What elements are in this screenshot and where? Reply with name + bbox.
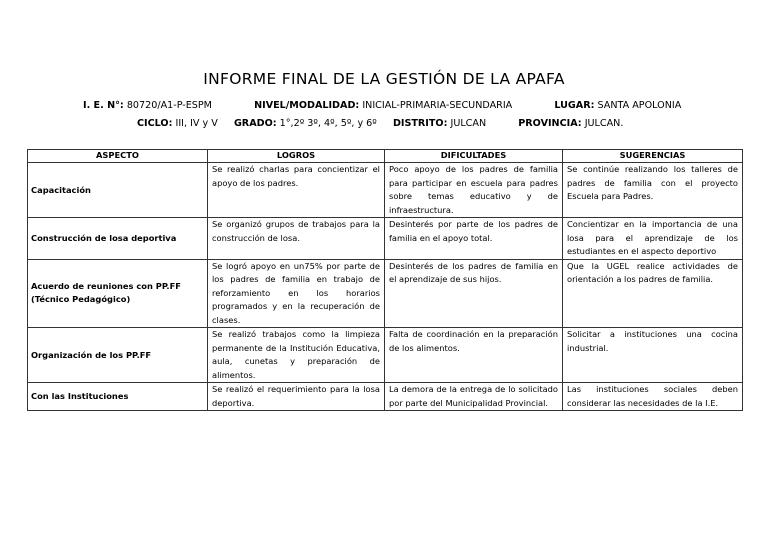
provincia-label: PROVINCIA: bbox=[518, 118, 582, 129]
cell-dificultades: La demora de la entrega de lo solicitado por parte del Municipalidad Provincial. bbox=[385, 383, 563, 411]
cell-aspecto: Construcción de losa deportiva bbox=[28, 218, 208, 260]
cell-aspecto: Acuerdo de reuniones con PP.FF (Técnico Pedagógico) bbox=[28, 259, 208, 328]
header-aspecto: ASPECTO bbox=[28, 150, 208, 163]
cell-sugerencias: Que la UGEL realice actividades de orientación a los padres de familia. bbox=[563, 259, 743, 328]
cell-logros: Se realizó trabajos como la limpieza permanente de la Institución Educativa, aula, cunetas y preparación de alimentos. bbox=[208, 328, 385, 383]
info-line-2 bbox=[137, 118, 623, 129]
distrito-value: JULCAN bbox=[450, 118, 487, 129]
ie-label: I. E. N°: bbox=[83, 100, 124, 111]
header-dificultades: DIFICULTADES bbox=[385, 150, 563, 163]
cell-sugerencias: Se continúe realizando los talleres de padres de familia con el proyecto Escuela para Padres. bbox=[563, 163, 743, 218]
ciclo-value: III, IV y V bbox=[175, 118, 218, 129]
provincia-value: JULCAN. bbox=[584, 118, 624, 129]
header-sugerencias: SUGERENCIAS bbox=[563, 150, 743, 163]
cell-sugerencias: Solicitar a instituciones una cocina industrial. bbox=[563, 328, 743, 383]
lugar-value: SANTA APOLONIA bbox=[597, 100, 682, 111]
cell-sugerencias: Las instituciones sociales deben considerar las necesidades de la I.E. bbox=[563, 383, 743, 411]
lugar-label: LUGAR: bbox=[554, 100, 595, 111]
grado-value: 1°,2º 3º, 4º, 5º, y 6º bbox=[279, 118, 377, 129]
table-row bbox=[28, 328, 743, 383]
grado-label: GRADO: bbox=[233, 118, 277, 129]
cell-logros: Se realizó el requerimiento para la losa deportiva. bbox=[208, 383, 385, 411]
cell-dificultades: Falta de coordinación en la preparación de los alimentos. bbox=[385, 328, 563, 383]
nivel-label: NIVEL/MODALIDAD: bbox=[254, 100, 360, 111]
cell-aspecto: Con las Instituciones bbox=[28, 383, 208, 411]
cell-dificultades: Desinterés de los padres de familia en el aprendizaje de sus hijos. bbox=[385, 259, 563, 328]
ciclo-label: CICLO: bbox=[137, 118, 173, 129]
document-title: INFORME FINAL DE LA GESTIÓN DE LA APAFA bbox=[203, 70, 565, 88]
cell-aspecto: Organización de los PP.FF bbox=[28, 328, 208, 383]
table-row bbox=[28, 163, 743, 218]
cell-logros: Se realizó charlas para concientizar el apoyo de los padres. bbox=[208, 163, 385, 218]
cell-aspecto: Capacitación bbox=[28, 163, 208, 218]
cell-sugerencias: Concientizar en la importancia de una losa para el aprendizaje de los estudiantes en el aspecto deportivo bbox=[563, 218, 743, 260]
report-table bbox=[27, 149, 743, 411]
cell-dificultades: Desinterés por parte de los padres de familia en el apoyo total. bbox=[385, 218, 563, 260]
ie-value: 80720/A1-P-ESPM bbox=[126, 100, 212, 111]
table-row bbox=[28, 218, 743, 260]
header-logros: LOGROS bbox=[208, 150, 385, 163]
info-line-1 bbox=[83, 100, 681, 111]
cell-logros: Se organizó grupos de trabajos para la construcción de losa. bbox=[208, 218, 385, 260]
distrito-label: DISTRITO: bbox=[392, 118, 448, 129]
nivel-value: INICIAL-PRIMARIA-SECUNDARIA bbox=[362, 100, 513, 111]
table-row bbox=[28, 259, 743, 328]
cell-logros: Se logró apoyo en un75% por parte de los padres de familia en trabajo de reforzamiento en los horarios programados y en la recuperación de clases. bbox=[208, 259, 385, 328]
table-header-row bbox=[28, 150, 743, 163]
table-row bbox=[28, 383, 743, 411]
cell-dificultades: Poco apoyo de los padres de familia para participar en escuela para padres sobre temas educativo y de infraestructura. bbox=[385, 163, 563, 218]
